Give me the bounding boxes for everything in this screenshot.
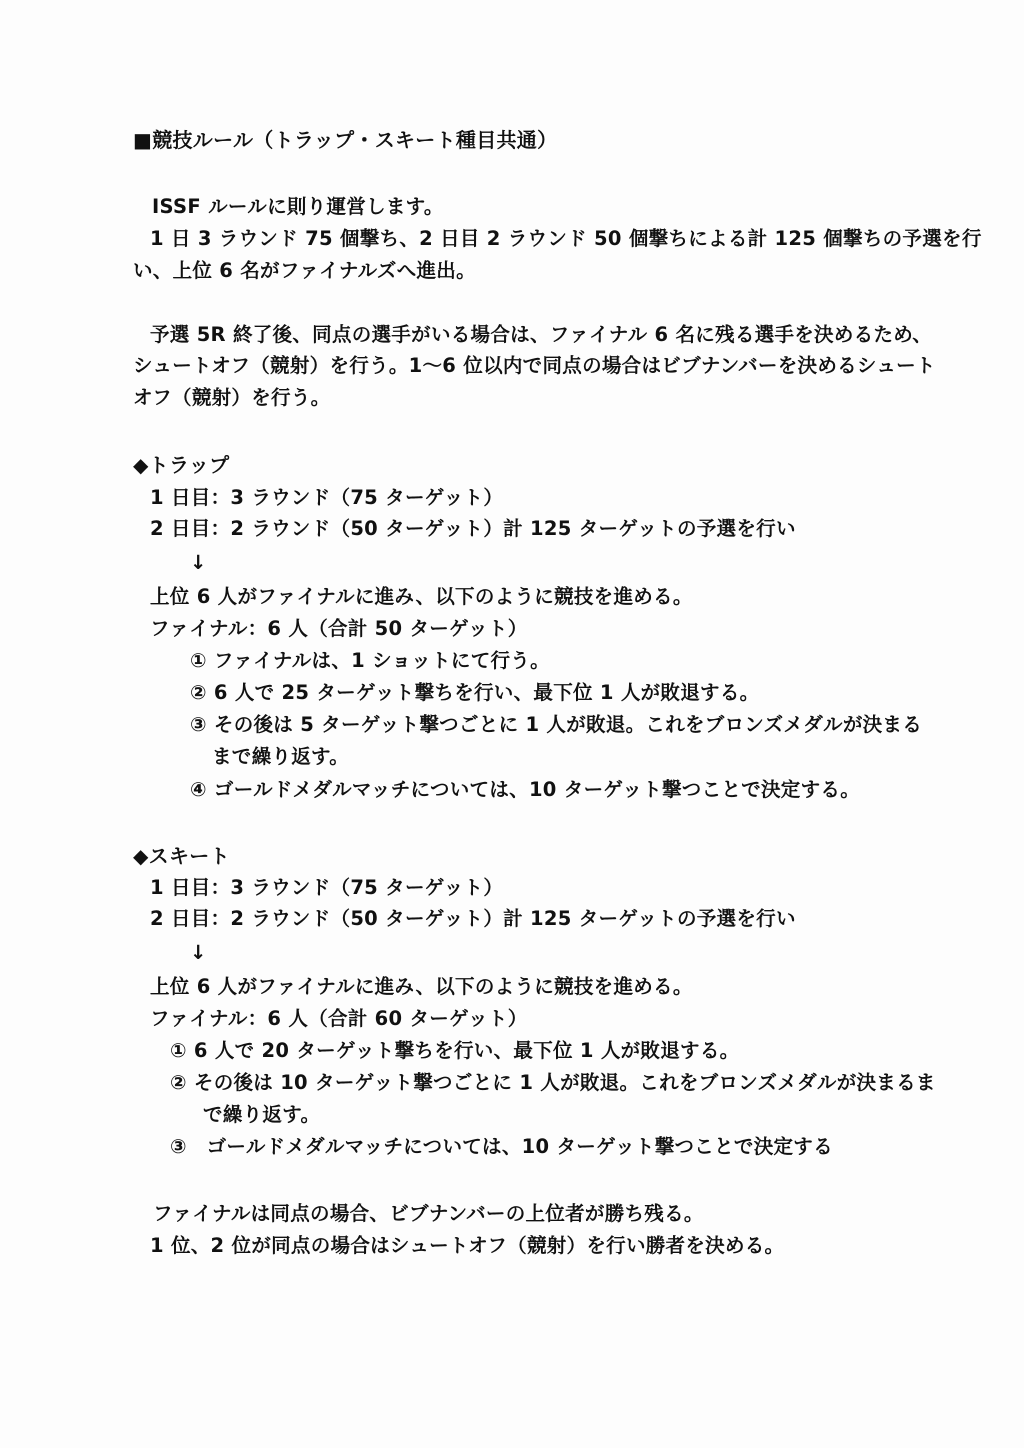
- rules-title: ■競技ルール（トラップ・スキート種目共通）: [133, 128, 558, 152]
- intro-line-2: 1 日 3 ラウンド 75 個撃ち、2 日目 2 ラウンド 50 個撃ちによる計 125 個撃ちの予選を行: [150, 227, 982, 250]
- trap-day2: 2 日目：2 ラウンド（50 ターゲット）計 125 ターゲットの予選を行い: [150, 517, 796, 540]
- skeet-rule-2: ② その後は 10 ターゲット撃つごとに 1 人が敗退。これをブロンズメダルが決まるま: [170, 1071, 936, 1094]
- trap-final: ファイナル：6 人（合計 50 ターゲット）: [150, 617, 528, 640]
- shootoff-line-2: シュートオフ（競射）を行う。1～6 位以内で同点の場合はビブナンバーを決めるシュート: [133, 354, 936, 377]
- trap-heading: ◆トラップ: [133, 453, 230, 477]
- trap-rule-1: ① ファイナルは、1 ショットにて行う。: [190, 649, 550, 672]
- skeet-rule-3: ③ ゴールドメダルマッチについては、10 ターゲット撃つことで決定する: [170, 1135, 833, 1158]
- trap-rule-2: ② 6 人で 25 ターゲット撃ちを行い、最下位 1 人が敗退する。: [190, 681, 760, 704]
- trap-day1: 1 日目：3 ラウンド（75 ターゲット）: [150, 486, 504, 509]
- trap-rule-3: ③ その後は 5 ターゲット撃つごとに 1 人が敗退。これをブロンズメダルが決まる: [190, 713, 923, 736]
- shootoff-line-1: 予選 5R 終了後、同点の選手がいる場合は、ファイナル 6 名に残る選手を決めるため、: [150, 323, 933, 346]
- trap-arrow: ↓: [190, 551, 207, 574]
- trap-rule-4: ④ ゴールドメダルマッチについては、10 ターゲット撃つことで決定する。: [190, 778, 860, 801]
- skeet-final: ファイナル：6 人（合計 60 ターゲット）: [150, 1007, 528, 1030]
- skeet-arrow: ↓: [190, 941, 207, 964]
- closing-line-2: 1 位、2 位が同点の場合はシュートオフ（競射）を行い勝者を決める。: [150, 1234, 785, 1257]
- intro-line-3: い、上位 6 名がファイナルズへ進出。: [133, 259, 476, 282]
- intro-line-1: ISSF ルールに則り運営します。: [152, 195, 444, 218]
- closing-line-1: ファイナルは同点の場合、ビブナンバーの上位者が勝ち残る。: [153, 1202, 704, 1225]
- trap-rule-3-cont: まで繰り返す。: [212, 745, 350, 768]
- skeet-day1: 1 日目：3 ラウンド（75 ターゲット）: [150, 876, 504, 899]
- skeet-rule-1: ① 6 人で 20 ターゲット撃ちを行い、最下位 1 人が敗退する。: [170, 1039, 740, 1062]
- skeet-advance: 上位 6 人がファイナルに進み、以下のように競技を進める。: [150, 975, 693, 998]
- trap-advance: 上位 6 人がファイナルに進み、以下のように競技を進める。: [150, 585, 693, 608]
- skeet-rule-2-cont: で繰り返す。: [203, 1103, 321, 1126]
- shootoff-line-3: オフ（競射）を行う。: [133, 386, 331, 409]
- skeet-heading: ◆スキート: [133, 844, 230, 868]
- skeet-day2: 2 日目：2 ラウンド（50 ターゲット）計 125 ターゲットの予選を行い: [150, 907, 796, 930]
